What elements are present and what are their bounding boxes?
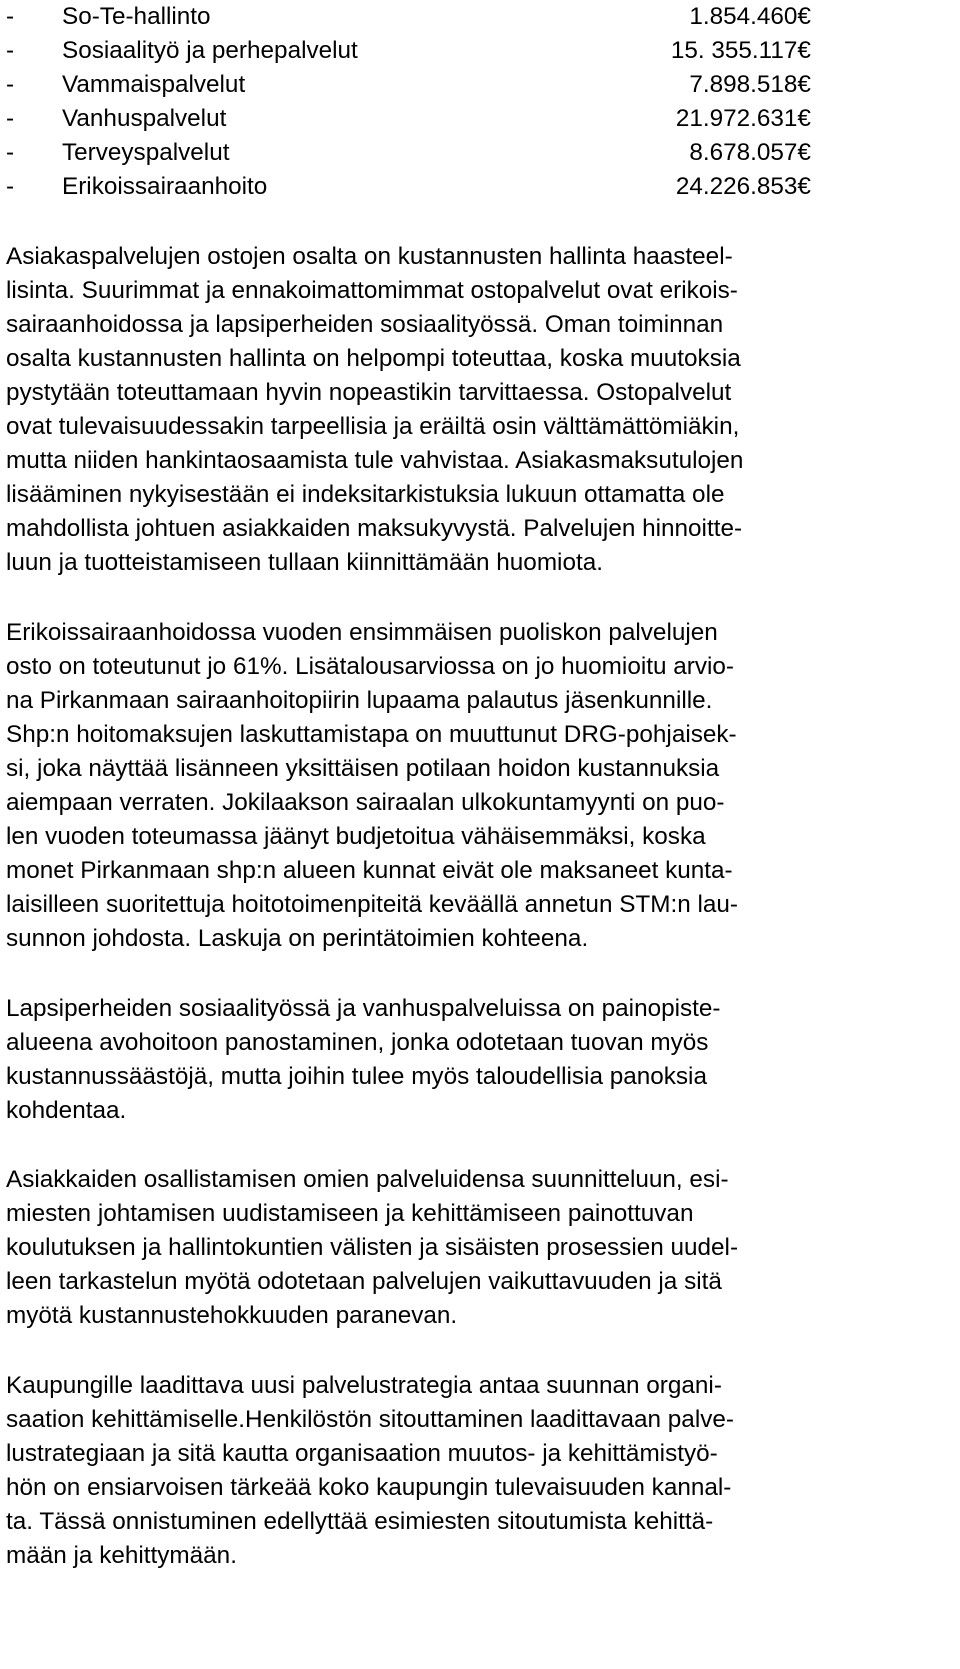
- text-line: lustrategiaan ja sitä kautta organisaation muutos- ja kehittämistyö-: [6, 1440, 718, 1467]
- text-line: leen tarkastelun myötä odotetaan palvelujen vaikuttavuuden ja sitä: [6, 1268, 722, 1295]
- text-line: pystytään toteuttamaan hyvin nopeastikin tarvittaessa. Ostopalvelut: [6, 379, 732, 406]
- text-line: hön on ensiarvoisen tärkeää koko kaupungin tulevaisuuden kannal-: [6, 1474, 732, 1501]
- amount-value: 1.854.460: [689, 3, 798, 30]
- euro-sign: €: [797, 105, 811, 132]
- text-line: aiempaan verraten. Jokilaakson sairaalan ulkokuntamyynti on puo-: [6, 789, 725, 816]
- text-line: sairaanhoidossa ja lapsiperheiden sosiaalityössä. Oman toiminnan: [6, 311, 724, 338]
- text-line: monet Pirkanmaan shp:n alueen kunnat eivät ole maksaneet kunta-: [6, 857, 733, 884]
- text-line: sunnon johdosta. Laskuja on perintätoimien kohteena.: [6, 925, 589, 952]
- list-dash: -: [6, 173, 15, 200]
- budget-item-amount: [689, 0, 812, 34]
- euro-sign: €: [797, 37, 811, 64]
- budget-item: [0, 102, 960, 136]
- text-line: Lapsiperheiden sosiaalityössä ja vanhuspalveluissa on painopiste-: [6, 995, 721, 1022]
- budget-item-label: Vammaispalvelut: [62, 71, 246, 98]
- text-line: alueena avohoitoon panostaminen, jonka odotetaan tuovan myös: [6, 1029, 709, 1056]
- amount-value: 24.226.853: [675, 173, 798, 200]
- list-dash: -: [6, 71, 15, 98]
- euro-sign: €: [797, 71, 811, 98]
- text-line: mahdollista johtuen asiakkaiden maksukyvystä. Palvelujen hinnoitte-: [6, 515, 743, 542]
- budget-item-label: Sosiaalityö ja perhepalvelut: [62, 37, 358, 64]
- text-line: luun ja tuotteistamiseen tullaan kiinnittämään huomiota.: [6, 549, 603, 576]
- budget-item: [0, 68, 960, 102]
- text-line: Kaupungille laadittava uusi palvelustrategia antaa suunnan organi-: [6, 1372, 722, 1399]
- text-line: Asiakkaiden osallistamisen omien palveluidensa suunnitteluun, esi-: [6, 1166, 729, 1193]
- budget-item-label: Vanhuspalvelut: [62, 105, 227, 132]
- text-line: koulutuksen ja hallintokuntien välisten ja sisäisten prosessien uudel-: [6, 1234, 739, 1261]
- text-line: lisääminen nykyisestään ei indeksitarkistuksia lukuun ottamatta ole: [6, 481, 725, 508]
- budget-item: [0, 170, 960, 204]
- text-line: len vuoden toteumassa jäänyt budjetoitua vähäisemmäksi, koska: [6, 823, 706, 850]
- list-dash: -: [6, 139, 15, 166]
- euro-sign: €: [797, 173, 811, 200]
- amount-value: 7.898.518: [689, 71, 798, 98]
- text-line: na Pirkanmaan sairaanhoitopiirin lupaama palautus jäsenkunnille.: [6, 687, 713, 714]
- amount-value: 21.972.631: [675, 105, 798, 132]
- amount-value: 15. 355.117: [670, 37, 798, 64]
- text-line: laisilleen suoritettuja hoitotoimenpiteitä keväällä annetun STM:n lau-: [6, 891, 739, 918]
- text-line: mään ja kehittymään.: [6, 1542, 237, 1569]
- budget-item-label: So-Te-hallinto: [62, 3, 211, 30]
- budget-item-label: Erikoissairaanhoito: [62, 173, 268, 200]
- amount-value: 8.678.057: [689, 139, 798, 166]
- list-dash: -: [6, 37, 15, 64]
- text-line: si, joka näyttää lisänneen yksittäisen potilaan hoidon kustannuksia: [6, 755, 720, 782]
- budget-item: [0, 0, 960, 34]
- text-line: kustannussäästöjä, mutta joihin tulee myös taloudellisia panoksia: [6, 1063, 707, 1090]
- budget-item-amount: [676, 102, 812, 136]
- text-line: lisinta. Suurimmat ja ennakoimattomimmat ostopalvelut ovat erikois-: [6, 277, 738, 304]
- budget-item-amount: [689, 136, 812, 170]
- text-line: ovat tulevaisuudessakin tarpeellisia ja eräiltä osin välttämättömiäkin,: [6, 413, 740, 440]
- text-line: Shp:n hoitomaksujen laskuttamistapa on muuttunut DRG-pohjaisek-: [6, 721, 737, 748]
- budget-item-amount: [689, 68, 812, 102]
- text-line: osalta kustannusten hallinta on helpompi toteuttaa, koska muutoksia: [6, 345, 741, 372]
- budget-item-label: Terveyspalvelut: [62, 139, 230, 166]
- euro-sign: €: [797, 3, 811, 30]
- text-line: osto on toteutunut jo 61%. Lisätalousarviossa on jo huomioitu arvio-: [6, 653, 734, 680]
- text-line: Erikoissairaanhoidossa vuoden ensimmäisen puoliskon palvelujen: [6, 619, 718, 646]
- list-dash: -: [6, 105, 15, 132]
- budget-item: [0, 136, 960, 170]
- text-line: miesten johtamisen uudistamiseen ja kehittämiseen painottuvan: [6, 1200, 694, 1227]
- budget-item-amount: [676, 170, 812, 204]
- text-line: ta. Tässä onnistuminen edellyttää esimiesten sitoutumista kehittä-: [6, 1508, 714, 1535]
- text-line: kohdentaa.: [6, 1097, 127, 1124]
- budget-item-amount: [671, 34, 812, 68]
- text-line: myötä kustannustehokkuuden paranevan.: [6, 1302, 458, 1329]
- text-line: saation kehittämiselle.Henkilöstön sitouttaminen laadittavaan palve-: [6, 1406, 734, 1433]
- text-line: Asiakaspalvelujen ostojen osalta on kustannusten hallinta haasteel-: [6, 243, 733, 270]
- text-line: mutta niiden hankintaosaamista tule vahvistaa. Asiakasmaksutulojen: [6, 447, 744, 474]
- budget-item: [0, 34, 960, 68]
- list-dash: -: [6, 3, 15, 30]
- euro-sign: €: [797, 139, 811, 166]
